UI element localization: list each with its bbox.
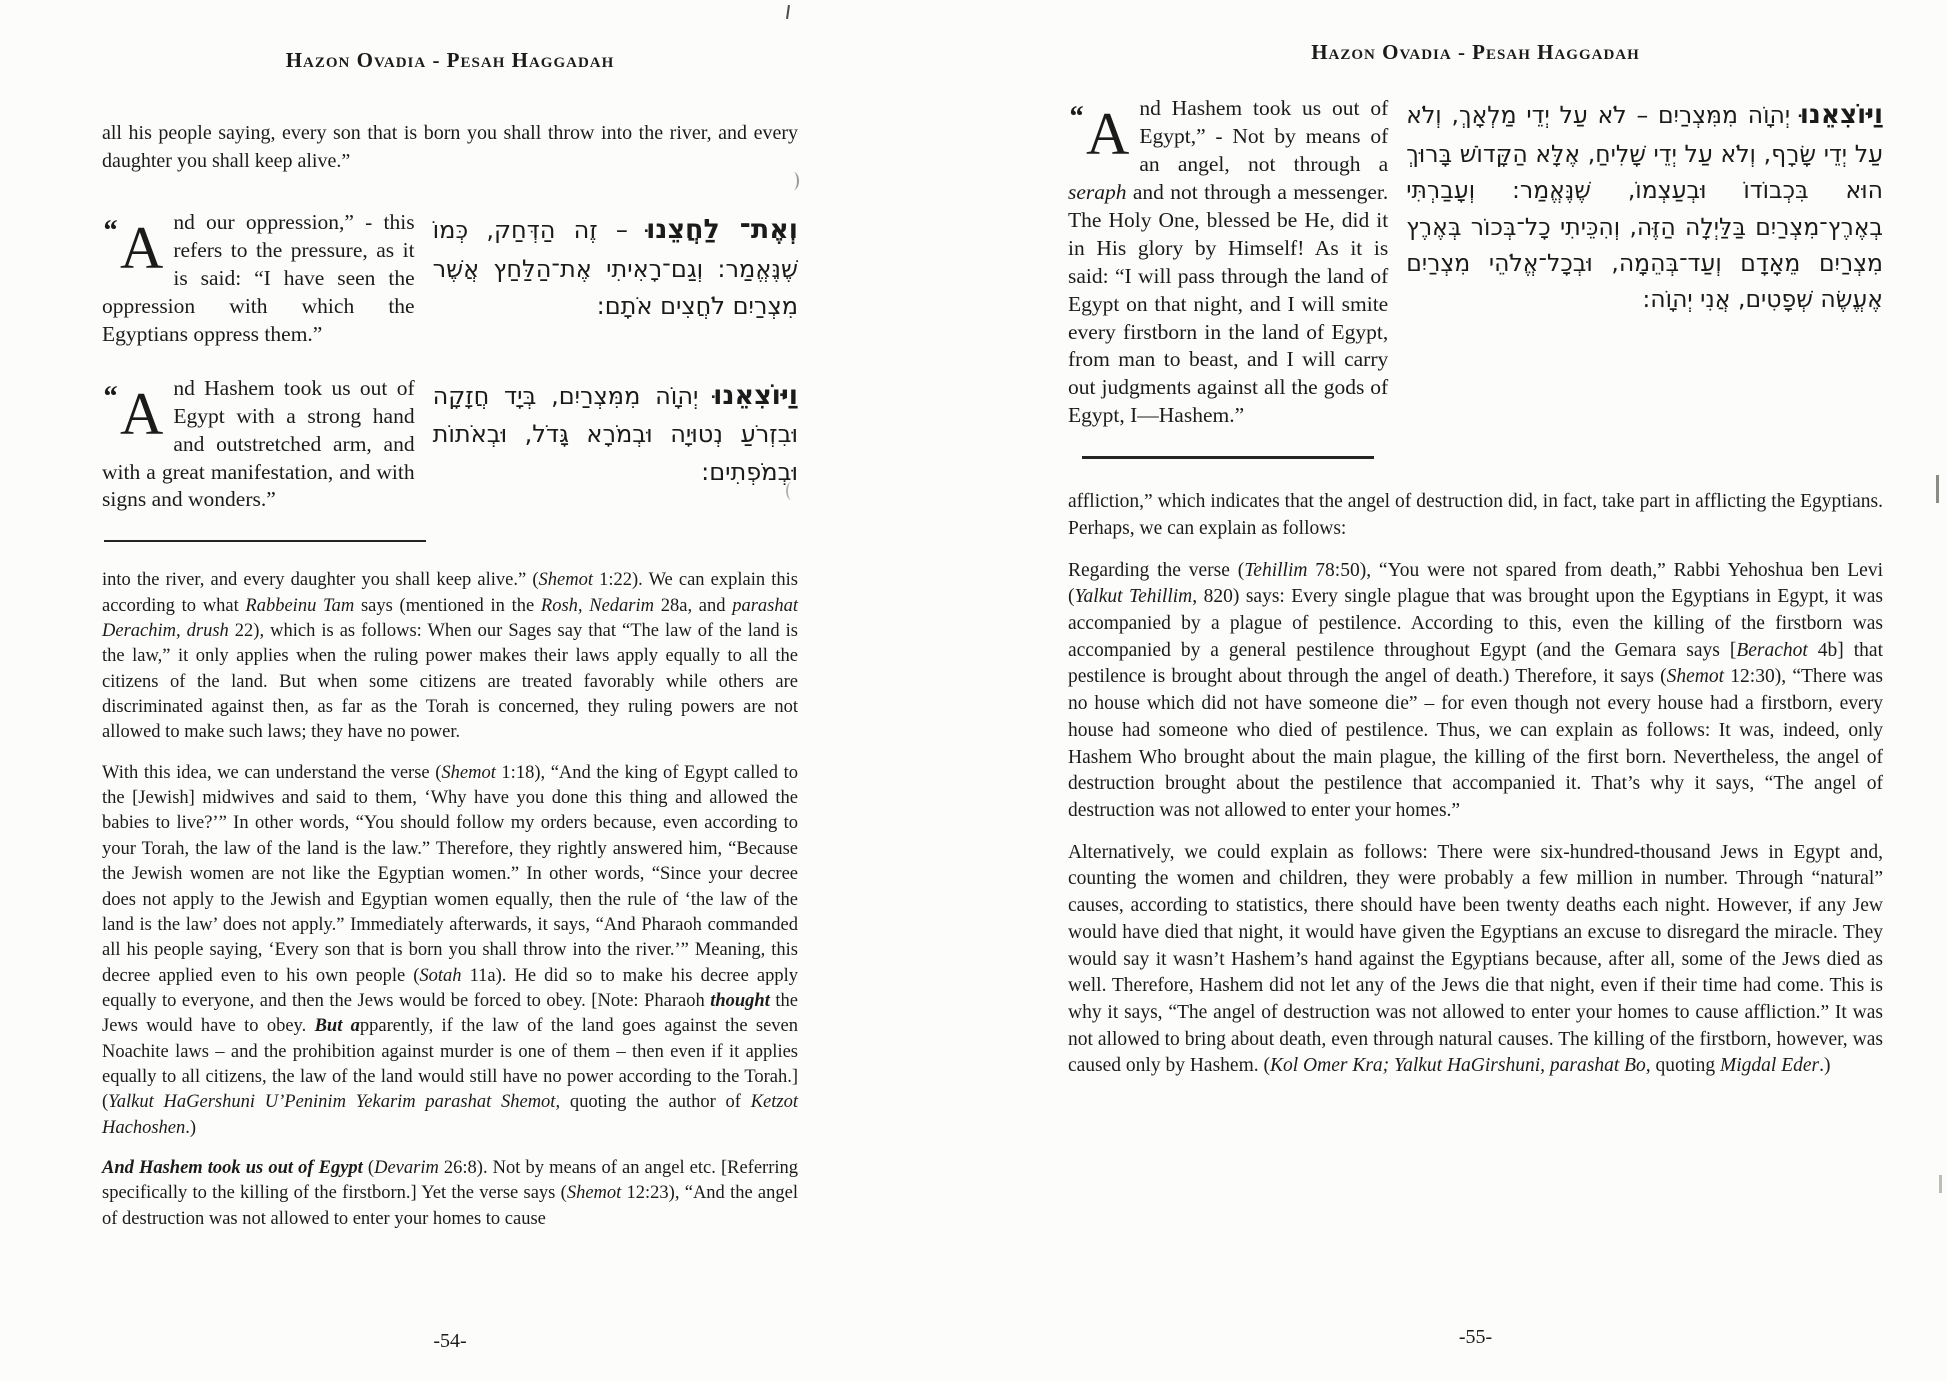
open-quote: “ (1068, 100, 1083, 133)
commentary-paragraph: affliction,” which indicates that the angel of destruction did, in fact, take part in afflicting the Egyptians. Perhaps, we can explain as follows: (1068, 491, 1883, 539)
liturgy-block-took-us-out (102, 375, 798, 515)
scan-artifact (1939, 1175, 1942, 1193)
scan-artifact (1936, 475, 1939, 503)
commentary-paragraph: And Hashem took us out of Egypt (Devarim 26:8). Not by means of an angel etc. [Referring specifically to the killing of the firstborn.] Yet the verse says (Shemot 12:23), “And the angel of destruction was not allowed to enter your homes to cause (102, 1157, 799, 1229)
english-text: nd our oppression,” - this refers to the pressure, as it is said: “I have seen the oppression with which the Egyptians oppress them.” (102, 210, 415, 346)
commentary-paragraph: Regarding the verse (Tehillim 78:50), “You were not spared from death,” Rabbi Yehoshua ben Levi (Yalkut Tehillim, 820) says: Every single plague that was brought upon the Egyptians in Egypt, it was accompanied by a plague of pestilence. According to this, even the killing of the firstborn was accompanied by a general pestilence throughout Egypt (and the Gemara says [Berachot 4b] that pestilence is brought about through the angel of death.) Therefore, it says (Shemot 12:30), “There was no house which did not have someone die” – for even though not every house had a firstborn, every house had someone who died of pestilence. Thus, we can explain as follows: It was, indeed, only Hashem Who brought about the main plague, the killing of the first born. Nevertheless, the angel of destruction brought about the pestilence that accompanied it. That’s why it says, “The angel of destruction was not allowed to enter your homes.” (1068, 559, 1884, 821)
english-text: nd Hashem took us out of Egypt with a strong hand and outstretched arm, and with a great manifestation, and with signs and wonders.” (102, 375, 415, 512)
open-quote: “ (102, 214, 117, 247)
open-quote: “ (102, 379, 117, 413)
scan-artifact (786, 5, 790, 19)
dropcap-group (102, 211, 164, 281)
dropcap-letter: A (1086, 101, 1130, 167)
dropcap-group (102, 377, 164, 447)
commentary-section (102, 568, 798, 1232)
liturgy-block-not-by-angel (1068, 95, 1883, 430)
page-number: -55- (1458, 1326, 1493, 1348)
page-number: -54- (433, 1330, 467, 1352)
section-divider (104, 540, 426, 542)
commentary-paragraph: into the river, and every daughter you shall keep alive.” (Shemot 1:22). We can explain this according to what Rabbeinu Tam says (mentioned in the Rosh, Nedarim 28a, and parashat Derachim, drush 22), which is as follows: When our Sages say that “The law of the land is the law,” it only applies when the ruling power makes their laws apply equally to all the citizens of the land. But when some citizens are treated favorably while others are discriminated against then, as far as the Torah is concerned, they ruling powers are not allowed to make such laws; they have no power. (102, 570, 798, 743)
hebrew-text: וְאֶת־ לַחֲצֵנוּ – זֶה הַדְּחַק, כְּמוֹ שֶׁנֶּאֱמַר: וְגַם־רָאִיתִי אֶת־הַלַּחַץ אֲשֶׁר מִצְרַיִם לֹחֲצִים אֹתָם: (432, 214, 798, 320)
dropcap-letter: A (120, 215, 164, 281)
page-header: Hazon Ovadia - Pesah Haggadah (285, 48, 615, 72)
section-divider (1082, 456, 1374, 459)
liturgy-block-oppression (102, 209, 798, 349)
english-text: nd Hashem took us out of Egypt,” - Not by means of an angel, not through a seraph and not through a messenger. The Holy One, blessed be He, did it in His glory by Himself! As it is said: “I will pass through the land of Egypt on that night, and I will smite every firstborn in the land of Egypt, from man to beast, and I will carry out judgments against all the gods of Egypt, I—Hashem.” (1068, 96, 1389, 428)
hebrew-text: וַיּוֹצִאֵנוּ יְהוָֹה מִמִּצְרַיִם – לֹא עַל יְדֵי מַלְאָךְ, וְלֹא עַל יְדֵי שָׂרָף, וְלֹא עַל יְדֵי שָׁלִיחַ, אֶלָּא הַקָּדוֹשׁ בָּרוּךְ הוּא בִּכְבוֹדוֹ וּבְעַצְמוֹ, שֶׁנֶּאֱמַר: וְעָבַרְתִּי בְאֶרֶץ־מִצְרַיִם בַּלַּיְלָה הַזֶּה, וְהִכֵּיתִי כָל־בְּכוֹר בְּאֶרֶץ מִצְרַיִם מֵאָדָם וְעַד־בְּהֵמָה, וּבְכָל־אֱלֹהֵי מִצְרַיִם אֶעֱשֶׂה שְׁפָטִים, אֲנִי יְהוָֹה: (1406, 100, 1883, 314)
page-header: Hazon Ovadia - Pesah Haggadah (1311, 40, 1640, 64)
hebrew-text: וַיּוֹצִאֵנוּ יְהוָֹה מִמִּצְרַיִם, בְּיָד חֲזָקָה וּבִזְרֹעַ נְטוּיָה וּבְמֹרָא גָּדֹל, וּבְאֹתוֹת וּבְמֹפְתִים: (432, 379, 798, 486)
right-page (1068, 40, 1884, 1348)
commentary-paragraph: Alternatively, we could explain as follows: There were six-hundred-thousand Jews in Egypt and, counting the women and children, they were probably a few million in number. Through “natural” causes, according to statistics, there should have been twenty deaths each night. However, if any Jew would have died that night, it would have given the Egyptians an excuse to disregard the miracle. They would say it wasn’t Hashem’s hand against the Egyptians because, after all, some of the Jews died as well. Therefore, Hashem did not let any of the Jews die that night, even if their time had come. This is why it says, “The angel of destruction was not allowed to enter your homes to cause affliction.” It was not allowed to bring about death, even through natural causes. The killing of the firstborn, however, was caused only by Hashem. (Kol Omer Kra; Yalkut HaGirshuni, parashat Bo, quoting Migdal Eder.) (1068, 841, 1883, 1077)
commentary-paragraph: With this idea, we can understand the verse (Shemot 1:18), “And the king of Egypt called to the [Jewish] midwives and said to them, ‘Why have you done this thing and allowed the babies to live?’” In other words, “You should follow my orders because, even according to your Torah, the law of the land is the law.” Therefore, they rightly answered him, “Because the Jewish women are not like the Egyptian women.” In other words, “Since your decree does not apply to the Jewish and Egyptian women equally, then the rule of ‘the law of the land is the law’ does not apply.” Immediately afterwards, it says, “And Pharaoh commanded all his people saying, ‘Every son that is born you shall throw into the river.’” Meaning, this decree applied even to his own people (Sotah 11a). He did so to make his decree apply equally to everyone, and then the Jews would be forced to obey. [Note: Pharaoh thought the Jews would have to obey. But apparently, if the law of the land goes against the seven Noachite laws – and the prohibition against murder is one of them – then even if it applies equally to all citizens, the law of the land would still have no power according to the Torah.] (Yalkut HaGershuni U’Peninim Yekarim parashat Shemot, quoting the author of Ketzot Hachoshen.) (102, 762, 798, 1138)
dropcap-letter: A (120, 380, 164, 447)
intro-paragraph: all his people saying, every son that is born you shall throw into the river, and every daughter you shall keep alive.” (102, 122, 798, 172)
dropcap-group (1068, 97, 1130, 167)
left-page (102, 48, 799, 1352)
commentary-section (1068, 489, 1883, 1080)
